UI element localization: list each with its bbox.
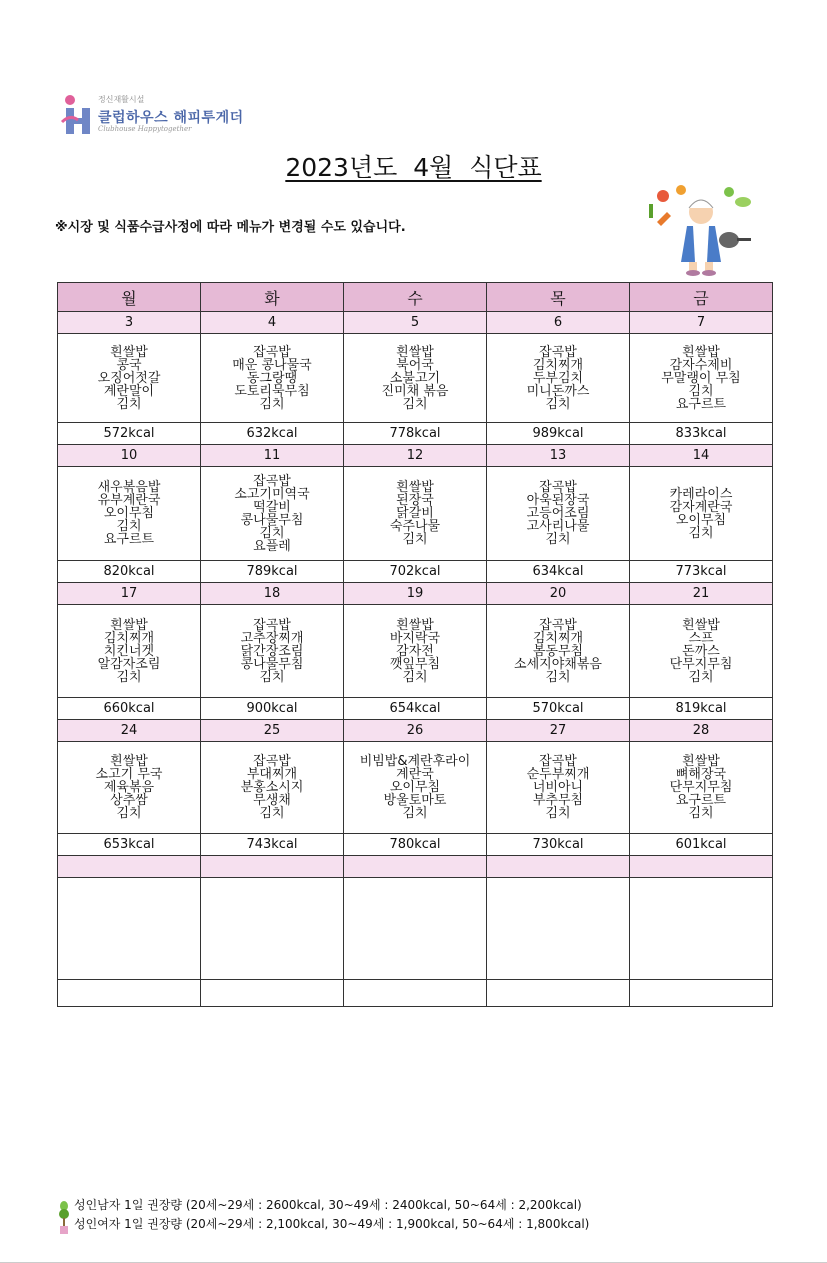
menu-cell [344,742,487,834]
date-cell: 11 [201,445,344,467]
kcal-cell [487,980,630,1007]
menu-item: 요플레 [253,538,291,554]
clubhouse-logo-icon [60,92,94,136]
kcal-cell: 780kcal [344,834,487,856]
menu-item: 숙주나물 [389,519,441,534]
menu-row [58,878,773,980]
menu-item: 김치 [545,669,571,685]
menu-cell [201,742,344,834]
menu-item: 잡곡밥 [253,473,291,489]
menu-item: 감자계란국 [669,499,733,515]
menu-item: 된장국 [396,493,434,508]
logo-english: Clubhouse Happytogether [98,125,192,133]
menu-item: 잡곡밥 [539,754,577,769]
menu-item: 콩국 [116,357,142,373]
menu-item: 흰쌀밥 [396,617,434,633]
menu-item: 비빔밥&계란후라이 [359,754,471,769]
menu-cell [58,467,201,561]
kcal-cell: 789kcal [201,561,344,583]
menu-row [58,467,773,561]
menu-cell [58,878,201,980]
menu-row [58,334,773,423]
date-cell: 19 [344,583,487,605]
menu-item: 고사리나물 [526,519,590,534]
menu-item: 흰쌀밥 [396,480,434,495]
menu-item: 닭간장조림 [240,643,304,659]
day-header: 화 [201,283,344,312]
date-cell: 13 [487,445,630,467]
menu-item: 떡갈비 [253,499,291,515]
menu-item: 유부계란국 [97,493,161,508]
date-cell [487,856,630,878]
menu-cell [201,605,344,698]
menu-item: 새우볶음밥 [97,480,161,495]
kcal-cell: 819kcal [630,698,773,720]
date-cell: 20 [487,583,630,605]
kcal-row [58,834,773,856]
menu-item: 흰쌀밥 [682,344,720,360]
kcal-cell: 900kcal [201,698,344,720]
menu-cell [201,467,344,561]
menu-item: 김치 [259,396,285,412]
menu-item: 김치 [259,525,285,541]
menu-item: 무말랭이 무침 [661,370,741,386]
menu-item: 김치 [259,669,285,685]
menu-item: 뼈해장국 [675,767,727,782]
menu-item: 도토리묵무침 [234,383,310,399]
date-row [58,583,773,605]
menu-cell [201,878,344,980]
footer [58,1196,589,1234]
day-header: 목 [487,283,630,312]
menu-cell [344,467,487,561]
menu-item: 김치 [402,806,428,821]
chef-illustration [643,182,761,278]
menu-cell [630,878,773,980]
kcal-cell: 653kcal [58,834,201,856]
date-row [58,720,773,742]
kcal-row [58,423,773,445]
menu-item: 요구르트 [675,396,727,412]
menu-item: 두부김치 [532,370,584,386]
menu-item: 깻잎무침 [389,656,441,672]
meal-table [57,282,773,1007]
menu-item: 요구르트 [675,793,727,808]
menu-item: 김치 [545,396,571,412]
menu-item: 스프 [688,630,714,646]
kcal-cell: 702kcal [344,561,487,583]
menu-item: 치킨너겟 [103,643,155,659]
male-recommendation: 성인남자 1일 권장량 (20세~29세 : 2600kcal, 30~49세 : 2400kcal, 50~64세 : 2,200kcal) [74,1198,582,1212]
menu-item: 감자전 [396,643,434,659]
menu-item: 콩나물무침 [240,656,304,672]
day-header: 월 [58,283,201,312]
menu-item: 김치 [116,396,142,412]
menu-item: 잡곡밥 [539,344,577,360]
date-cell: 27 [487,720,630,742]
kcal-cell: 660kcal [58,698,201,720]
kcal-cell: 730kcal [487,834,630,856]
menu-item: 김치 [688,383,714,399]
kcal-cell: 773kcal [630,561,773,583]
menu-item: 부추무침 [532,793,584,808]
kcal-cell: 570kcal [487,698,630,720]
menu-item: 콩나물무침 [240,512,304,528]
menu-cell [58,742,201,834]
menu-item: 순두부찌개 [526,767,590,782]
kcal-cell: 989kcal [487,423,630,445]
date-cell: 21 [630,583,773,605]
menu-item: 무생채 [253,793,291,808]
menu-item: 오징어젓갈 [97,370,161,386]
menu-cell [630,467,773,561]
kcal-row [58,698,773,720]
date-cell [630,856,773,878]
menu-item: 계란국 [396,767,434,782]
menu-item: 김치찌개 [532,630,584,646]
date-cell: 12 [344,445,487,467]
kcal-cell: 654kcal [344,698,487,720]
menu-cell [487,605,630,698]
kcal-cell: 778kcal [344,423,487,445]
menu-item: 흰쌀밥 [110,617,148,633]
day-header: 수 [344,283,487,312]
page-title: 2023년도 4월 식단표 [285,153,542,182]
kcal-row [58,980,773,1007]
date-cell: 3 [58,312,201,334]
menu-cell [630,605,773,698]
plant-icon [58,1200,70,1236]
menu-item: 방울토마토 [383,793,447,808]
date-cell: 18 [201,583,344,605]
date-cell [201,856,344,878]
menu-item: 고추장찌개 [240,630,304,646]
menu-item: 너비아니 [532,780,584,795]
kcal-cell [201,980,344,1007]
date-cell: 28 [630,720,773,742]
menu-item: 김치 [545,532,571,547]
logo-name: 클럽하우스 해피투게더 [98,110,244,126]
menu-item: 잡곡밥 [253,754,291,769]
menu-item: 소고기 무국 [95,767,163,782]
menu-cell [487,467,630,561]
menu-item: 오이무침 [389,780,441,795]
menu-item: 북어국 [396,357,434,373]
menu-item: 흰쌀밥 [682,617,720,633]
menu-item: 요구르트 [103,532,155,547]
day-header: 금 [630,283,773,312]
menu-item: 오이무침 [675,512,727,528]
menu-item: 돈까스 [682,643,720,659]
menu-item: 미니돈까스 [526,383,590,399]
date-row [58,445,773,467]
date-cell: 17 [58,583,201,605]
menu-item: 단무지무침 [669,656,733,672]
menu-item: 김치 [688,806,714,821]
menu-item: 잡곡밥 [253,344,291,360]
menu-item: 김치 [402,669,428,685]
kcal-cell: 743kcal [201,834,344,856]
menu-item: 오이무침 [103,506,155,521]
menu-item: 제육볶음 [103,780,155,795]
menu-item: 잡곡밥 [539,617,577,633]
menu-cell [487,742,630,834]
menu-item: 흰쌀밥 [110,754,148,769]
menu-item: 김치 [402,396,428,412]
menu-cell [630,334,773,423]
menu-item: 김치 [545,806,571,821]
menu-cell [344,878,487,980]
menu-item: 흰쌀밥 [396,344,434,360]
menu-cell [58,605,201,698]
menu-item: 김치찌개 [532,357,584,373]
menu-item: 김치 [116,806,142,821]
date-cell: 6 [487,312,630,334]
date-cell: 14 [630,445,773,467]
menu-item: 바지락국 [389,630,441,646]
menu-item: 상추쌈 [110,793,148,808]
kcal-cell [630,980,773,1007]
menu-item: 김치 [688,525,714,541]
menu-item: 아욱된장국 [526,493,590,508]
kcal-cell: 601kcal [630,834,773,856]
date-cell: 7 [630,312,773,334]
date-cell: 4 [201,312,344,334]
menu-cell [630,742,773,834]
menu-item: 흰쌀밥 [682,754,720,769]
kcal-row [58,561,773,583]
menu-item: 김치 [688,669,714,685]
menu-cell [344,605,487,698]
kcal-cell [58,980,201,1007]
menu-item: 계란말이 [103,383,155,399]
date-cell [344,856,487,878]
date-cell [58,856,201,878]
kcal-cell: 820kcal [58,561,201,583]
menu-item: 매운 콩나물국 [232,357,312,373]
notice-text: ※시장 및 식품수급사정에 따라 메뉴가 변경될 수도 있습니다. [55,220,406,235]
day-header-row [58,283,773,312]
menu-item: 카레라이스 [669,486,733,502]
kcal-cell [344,980,487,1007]
menu-item: 김치 [116,519,142,534]
menu-item: 김치 [116,669,142,685]
menu-item: 흰쌀밥 [110,344,148,360]
date-cell: 24 [58,720,201,742]
menu-item: 봄동무침 [532,643,584,659]
menu-cell [201,334,344,423]
menu-item: 감자수제비 [669,357,733,373]
date-cell: 10 [58,445,201,467]
menu-item: 부대찌개 [246,767,298,782]
menu-item: 잡곡밥 [539,480,577,495]
menu-cell [344,334,487,423]
date-cell: 25 [201,720,344,742]
menu-cell [487,334,630,423]
menu-item: 단무지무침 [669,780,733,795]
menu-cell [58,334,201,423]
kcal-cell: 634kcal [487,561,630,583]
menu-item: 잡곡밥 [253,617,291,633]
menu-item: 소불고기 [389,370,441,386]
menu-item: 김치찌개 [103,630,155,646]
menu-item: 김치 [402,532,428,547]
date-cell: 26 [344,720,487,742]
date-cell: 5 [344,312,487,334]
logo-subtitle: 정신재활시설 [98,95,145,104]
menu-item: 소세지야채볶음 [514,656,602,672]
menu-item: 동그랑땡 [246,370,298,386]
menu-item: 소고기미역국 [234,486,310,502]
kcal-cell: 632kcal [201,423,344,445]
menu-item: 김치 [259,806,285,821]
menu-item: 진미채 볶음 [381,383,449,399]
date-row [58,856,773,878]
date-row [58,312,773,334]
menu-row [58,742,773,834]
menu-item: 알감자조림 [97,656,161,672]
menu-item: 닭갈비 [396,506,434,521]
menu-item: 분홍소시지 [240,780,304,795]
menu-item: 고등어조림 [526,506,590,521]
female-recommendation: 성인여자 1일 권장량 (20세~29세 : 2,100kcal, 30~49세 : 1,900kcal, 50~64세 : 1,800kcal) [74,1217,590,1231]
kcal-cell: 833kcal [630,423,773,445]
logo [60,90,250,138]
menu-cell [487,878,630,980]
menu-row [58,605,773,698]
kcal-cell: 572kcal [58,423,201,445]
